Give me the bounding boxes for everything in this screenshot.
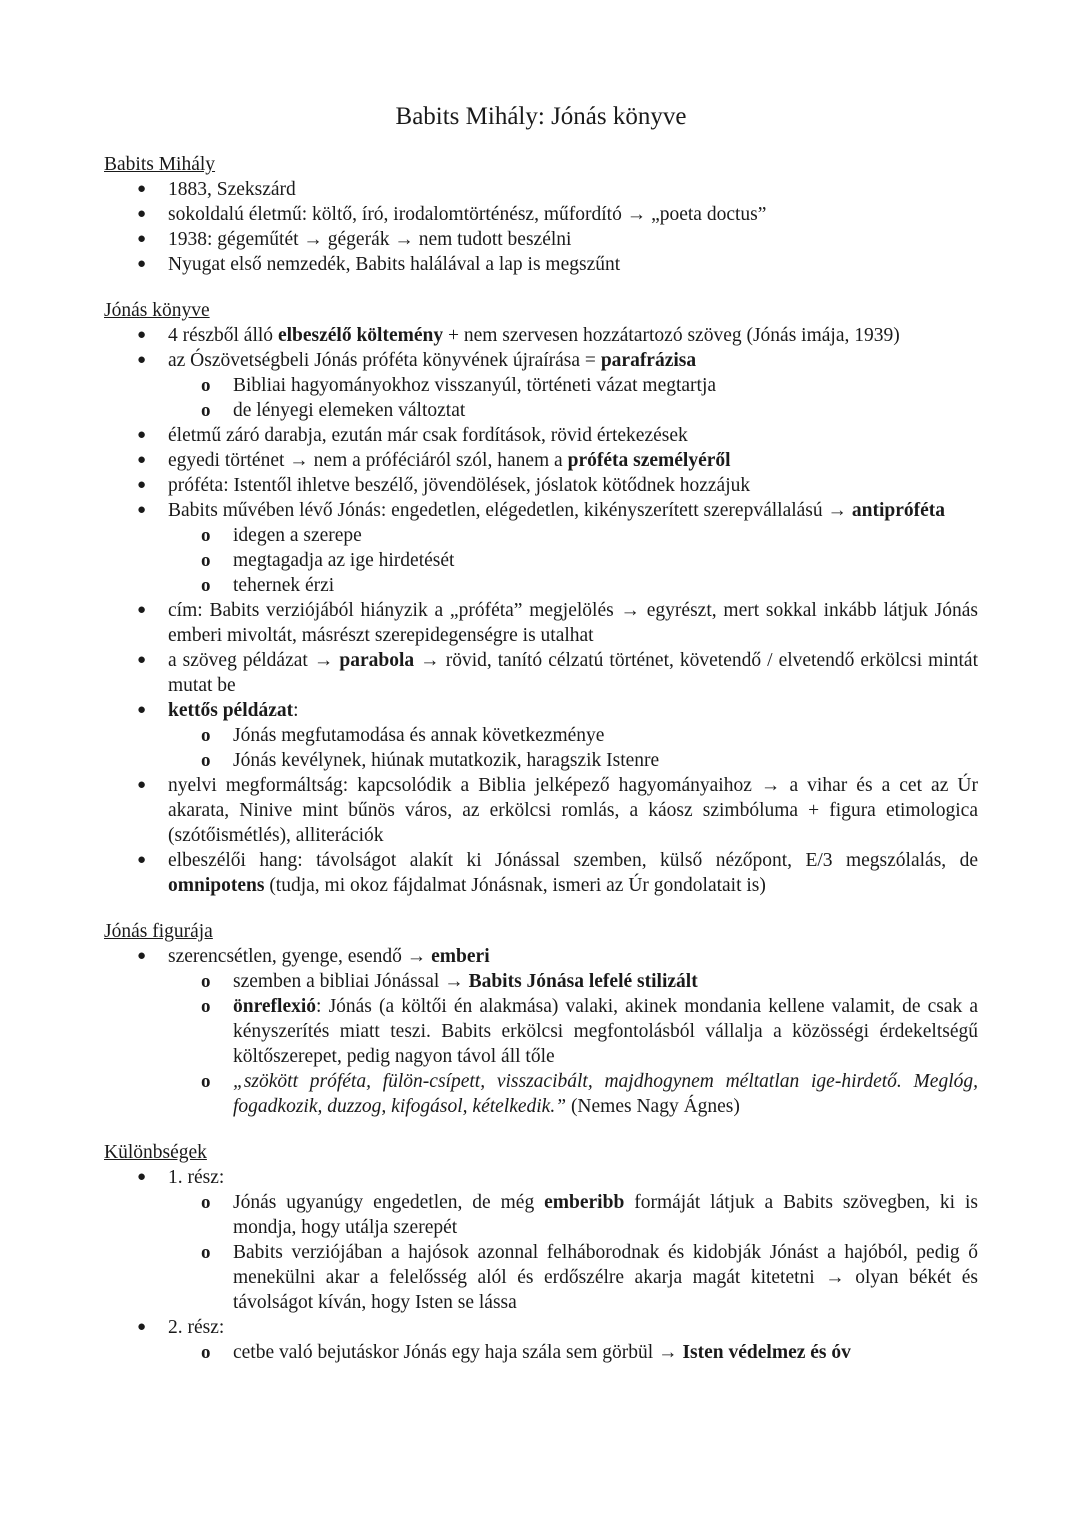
section-spacer	[104, 277, 978, 298]
text-run: cím: Babits verziójából hiányzik a „próféta” megjelölés → egyrészt, mert sokkal inkább látjuk Jónás emberi mivoltát, másrészt szerepidegenségre is utalhat	[168, 600, 978, 646]
section	[104, 298, 978, 898]
list-item-text	[168, 325, 900, 346]
bold-text: próféta személyéről	[567, 450, 731, 471]
text-run: életmű záró darabja, ezután már csak fordítások, rövid értekezések	[168, 425, 688, 446]
section	[104, 1140, 978, 1365]
text-run: tehernek érzi	[233, 575, 335, 596]
list-item-text	[168, 850, 978, 896]
list-item	[104, 252, 978, 277]
sub-list-item	[104, 994, 978, 1069]
text-run: az Ószövetségbeli Jónás próféta könyvének újraírása =	[168, 350, 601, 371]
bullet-circle-icon: o	[201, 996, 211, 1017]
list-item	[104, 323, 978, 348]
text-run: Jónás kevélynek, hiúnak mutatkozik, haragszik Istenre	[233, 750, 660, 771]
text-run: :	[293, 700, 299, 721]
list-item	[104, 1165, 978, 1315]
bold-text: kettős példázat	[168, 700, 294, 721]
bullet-dot-icon: ●	[137, 206, 147, 222]
sub-list-item-text	[233, 575, 334, 596]
list-item-text	[168, 1317, 224, 1338]
sub-list-item-text	[233, 1071, 978, 1117]
list-item-text	[168, 475, 750, 496]
bold-text: parafrázisa	[600, 350, 697, 371]
document-title: Babits Mihály: Jónás könyve	[395, 103, 687, 130]
bullet-dot-icon: ●	[137, 652, 147, 668]
text-run: : Jónás (a költői én alakmása) valaki, akinek mondania kellene valamit, de csak a kényszerítés miatt teszi. Babits erkölcsi megfontolásból vállalja a közösségi érdekeltségű költőszerepet, pedig nagyon távol áll tőle	[233, 996, 978, 1067]
sub-list-item-text	[233, 400, 465, 421]
bullet-circle-icon: o	[201, 1342, 211, 1363]
bullet-circle-icon: o	[201, 375, 211, 396]
sub-list-item	[104, 573, 978, 598]
list-item	[104, 648, 978, 698]
list-item	[104, 944, 978, 1119]
text-run: 2. rész:	[168, 1317, 225, 1338]
bullet-dot-icon: ●	[137, 602, 147, 618]
text-run: + nem szervesen hozzátartozó szöveg (Jónás imája, 1939)	[443, 325, 900, 346]
text-run: Jónás megfutamodása és annak következménye	[233, 725, 605, 746]
list-item-text	[168, 450, 731, 471]
bold-text: antipróféta	[851, 500, 946, 521]
bullet-list	[104, 944, 978, 1119]
text-run: próféta: Istentől ihletve beszélő, jövendölések, jóslatok kötődnek hozzájuk	[168, 475, 751, 496]
bullet-dot-icon: ●	[137, 852, 147, 868]
text-run: sokoldalú életmű: költő, író, irodalomtörténész, műfordító → „poeta doctus”	[168, 204, 767, 225]
sub-bullet-list	[104, 523, 978, 598]
sub-list-item-text	[233, 550, 454, 571]
text-run: szemben a bibliai Jónással →	[233, 971, 469, 992]
list-item-text	[168, 254, 620, 275]
bold-text: Isten védelmez és óv	[682, 1342, 851, 1363]
bullet-circle-icon: o	[201, 400, 211, 421]
list-item	[104, 473, 978, 498]
text-run: Babits verziójában a hajósok azonnal felháborodnak és kidobják Jónást a hajóból, pedig ő menekülni akar a felelősség alól és erdőszélre akarja magát kitetetni → olyan békét és távolságot kíván, hogy Isten se lássa	[233, 1242, 978, 1313]
bullet-dot-icon: ●	[137, 181, 147, 197]
bold-text: önreflexió	[233, 996, 317, 1017]
bullet-dot-icon: ●	[137, 256, 147, 272]
text-run: formáját látjuk a Babits szövegben, ki is mondja, hogy utálja szerepét	[233, 1192, 978, 1238]
sub-list-item-text	[233, 996, 978, 1067]
sub-list-item-text	[233, 750, 659, 771]
sub-bullet-list	[104, 1190, 978, 1315]
bold-text: emberi	[431, 946, 490, 967]
list-item	[104, 348, 978, 423]
bullet-dot-icon: ●	[137, 1319, 147, 1335]
text-run: egyedi történet → nem a próféciáról szól, hanem a	[168, 450, 568, 471]
list-item	[104, 498, 978, 598]
list-item	[104, 1315, 978, 1365]
bullet-dot-icon: ●	[137, 352, 147, 368]
sub-list-item	[104, 373, 978, 398]
text-run: 4 részből álló	[168, 325, 278, 346]
bullet-dot-icon: ●	[137, 477, 147, 493]
text-run: 1883, Szekszárd	[168, 179, 296, 200]
sub-bullet-list	[104, 969, 978, 1119]
document-body	[104, 152, 978, 1365]
list-item	[104, 773, 978, 848]
text-run: 1. rész:	[168, 1167, 225, 1188]
section-heading: Jónás figurája	[104, 921, 213, 942]
section-spacer	[104, 1119, 978, 1140]
sub-bullet-list	[104, 723, 978, 773]
text-run: nyelvi megformáltság: kapcsolódik a Biblia jelképező hagyományaihoz → a vihar és a cet az Úr akarata, Ninive mint bűnös város, az erkölcsi romlás, a káosz szimbóluma + figura etimologica (szótőismétlés), alliterációk	[168, 775, 978, 846]
sub-list-item-text	[233, 1192, 978, 1238]
bullet-dot-icon: ●	[137, 327, 147, 343]
bullet-circle-icon: o	[201, 550, 211, 571]
bullet-circle-icon: o	[201, 525, 211, 546]
section	[104, 919, 978, 1119]
sub-list-item-text	[233, 375, 716, 396]
sub-list-item	[104, 1340, 978, 1365]
list-item-text	[168, 946, 490, 967]
sub-list-item	[104, 723, 978, 748]
list-item	[104, 202, 978, 227]
bullet-dot-icon: ●	[137, 702, 147, 718]
list-item-text	[168, 500, 945, 521]
italic-text: „szökött próféta, fülön-csípett, visszacibált, majdhogynem méltatlan ige-hirdető. Meglóg, fogadkozik, duzzog, kifogásol, kételkedik.”	[233, 1071, 978, 1117]
text-run: (tudja, mi okoz fájdalmat Jónásnak, ismeri az Úr gondolatait is)	[264, 875, 766, 896]
list-item-text	[168, 775, 978, 846]
bullet-circle-icon: o	[201, 1242, 211, 1263]
list-item-text	[168, 350, 696, 371]
text-run: megtagadja az ige hirdetését	[233, 550, 455, 571]
list-item	[104, 848, 978, 898]
text-run: → rövid, tanító célzatú történet, követendő / elvetendő erkölcsi mintát mutat be	[168, 650, 978, 696]
section-spacer	[104, 898, 978, 919]
document-page	[104, 100, 978, 1365]
bullet-circle-icon: o	[201, 575, 211, 596]
bold-text: emberibb	[544, 1192, 625, 1213]
bullet-list	[104, 1165, 978, 1365]
sub-bullet-list	[104, 373, 978, 423]
bullet-dot-icon: ●	[137, 452, 147, 468]
bold-text: elbeszélő költemény	[277, 325, 444, 346]
list-item-text	[168, 1167, 224, 1188]
bullet-circle-icon: o	[201, 725, 211, 746]
text-run: (Nemes Nagy Ágnes)	[566, 1096, 740, 1117]
text-run: Bibliai hagyományokhoz visszanyúl, történeti vázat megtartja	[233, 375, 717, 396]
bullet-dot-icon: ●	[137, 777, 147, 793]
bullet-list	[104, 323, 978, 898]
bold-text: Babits Jónása lefelé stilizált	[468, 971, 698, 992]
bullet-dot-icon: ●	[137, 427, 147, 443]
text-run: elbeszélői hang: távolságot alakít ki Jónással szemben, külső nézőpont, E/3 megszólalás, de	[168, 850, 978, 871]
list-item	[104, 448, 978, 473]
sub-list-item	[104, 1190, 978, 1240]
list-item-text	[168, 204, 766, 225]
text-run: Babits művében lévő Jónás: engedetlen, elégedetlen, kikényszerített szerepvállalású →	[168, 500, 852, 521]
sub-list-item-text	[233, 1342, 851, 1363]
sub-list-item	[104, 548, 978, 573]
sub-list-item	[104, 398, 978, 423]
section-heading: Jónás könyve	[104, 300, 210, 321]
bullet-circle-icon: o	[201, 971, 211, 992]
sub-list-item-text	[233, 971, 698, 992]
bullet-list	[104, 177, 978, 277]
bullet-circle-icon: o	[201, 1071, 211, 1092]
section-heading: Babits Mihály	[104, 154, 216, 175]
sub-list-item	[104, 523, 978, 548]
bold-text: omnipotens	[168, 875, 265, 896]
bullet-dot-icon: ●	[137, 502, 147, 518]
list-item	[104, 598, 978, 648]
list-item-text	[168, 650, 978, 696]
sub-list-item	[104, 748, 978, 773]
bold-text: parabola	[339, 650, 415, 671]
list-item	[104, 423, 978, 448]
text-run: szerencsétlen, gyenge, esendő →	[168, 946, 432, 967]
list-item-text	[168, 425, 688, 446]
sub-list-item-text	[233, 525, 362, 546]
sub-list-item	[104, 1069, 978, 1119]
section	[104, 152, 978, 277]
bullet-circle-icon: o	[201, 750, 211, 771]
sub-list-item	[104, 1240, 978, 1315]
section-heading: Különbségek	[104, 1142, 207, 1163]
list-item	[104, 227, 978, 252]
text-run: cetbe való bejutáskor Jónás egy haja szála sem görbül →	[233, 1342, 683, 1363]
bullet-dot-icon: ●	[137, 231, 147, 247]
text-run: Jónás ugyanúgy engedetlen, de még	[233, 1192, 545, 1213]
list-item	[104, 177, 978, 202]
list-item-text	[168, 229, 571, 250]
bullet-dot-icon: ●	[137, 948, 147, 964]
bullet-circle-icon: o	[201, 1192, 211, 1213]
text-run: Nyugat első nemzedék, Babits halálával a lap is megszűnt	[168, 254, 621, 275]
text-run: a szöveg példázat →	[168, 650, 340, 671]
list-item	[104, 698, 978, 773]
bullet-dot-icon: ●	[137, 1169, 147, 1185]
sub-list-item-text	[233, 1242, 978, 1313]
list-item-text	[168, 179, 296, 200]
sub-list-item	[104, 969, 978, 994]
sub-list-item-text	[233, 725, 604, 746]
list-item-text	[168, 700, 299, 721]
text-run: 1938: gégeműtét → gégerák → nem tudott beszélni	[168, 229, 572, 250]
list-item-text	[168, 600, 978, 646]
sub-bullet-list	[104, 1340, 978, 1365]
text-run: idegen a szerepe	[233, 525, 362, 546]
text-run: de lényegi elemeken változtat	[233, 400, 466, 421]
